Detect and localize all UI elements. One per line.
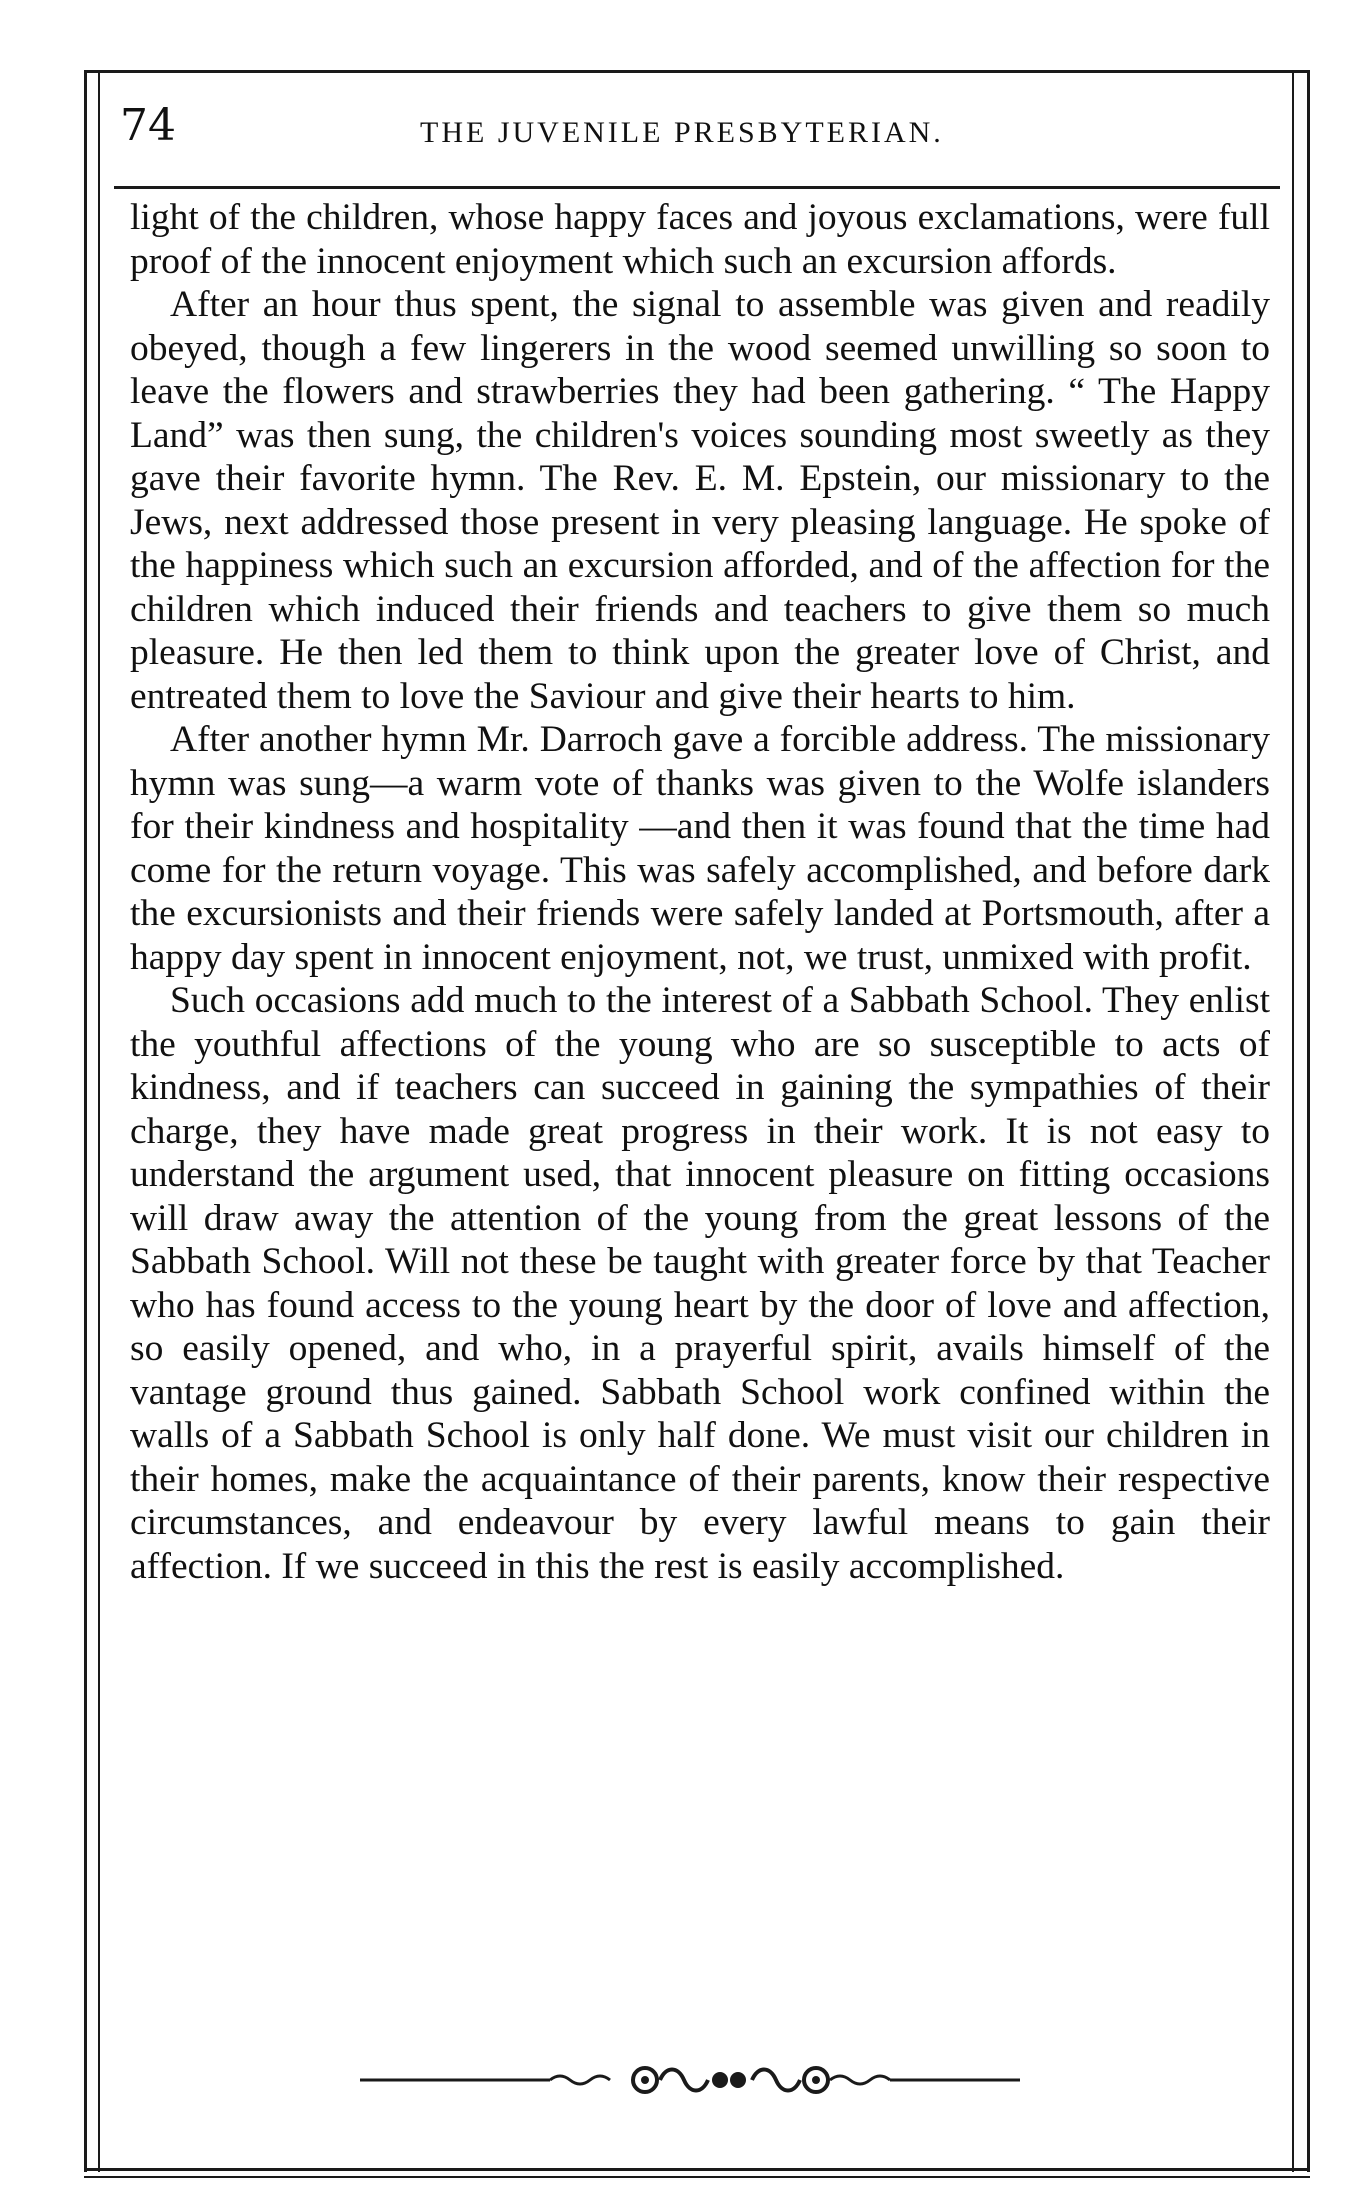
frame-bottom-rule — [84, 2168, 1310, 2171]
header-rule — [114, 186, 1280, 189]
page-header — [120, 100, 1270, 170]
paragraph: light of the children, whose happy faces and joyous exclamations, were full proof of the innocent enjoyment which such an excursion affords. — [130, 197, 1270, 282]
paragraph: Such occasions add much to the interest of a Sabbath School. They enlist the youthful affections of the young who are so susceptible to acts of kindness, and if teachers can succeed in gaining the sympathies of their charge, they have made great progress in their work. It is not easy to understand the argument used, that innocent pleasure on fitting occasions will draw away the attention of the young from the great lessons of the Sabbath School. Will not these be taught with greater force by that Teacher who has found access to the young heart by the door of love and affection, so easily opened, and who, in a prayerful spirit, avails himself of the vantage ground thus gained. Sabbath School work confined within the walls of a Sabbath School is only half done. We must visit our children in their homes, make the acquaintance of their parents, know their respective circumstances, and endeavour by every lawful means to gain their affection. If we succeed in this the rest is easily accomplished. — [130, 980, 1270, 1587]
running-head: THE JUVENILE PRESBYTERIAN. — [420, 116, 944, 149]
article-body — [130, 196, 1270, 1588]
paragraph: After another hymn Mr. Darroch gave a forcible address. The missionary hymn was sung—a warm vote of thanks was given to the Wolfe islanders for their kindness and hospitality —and then it was found that the time had come for the return voyage. This was safely accomplished, and before dark the excursionists and their friends were safely landed at Portsmouth, after a happy day spent in innocent enjoyment, not, we trust, unmixed with profit. — [130, 719, 1270, 978]
paragraph: After an hour thus spent, the signal to assemble was given and readily obeyed, though a few lingerers in the wood seemed unwilling so soon to leave the flowers and strawberries they had been gathering. “ The Happy Land” was then sung, the children's voices sounding most sweetly as they gave their favorite hymn. The Rev. E. M. Epstein, our missionary to the Jews, next addressed those present in very pleasing language. He spoke of the happiness which such an excursion afforded, and of the affection for the children which induced their friends and teachers to give them so much pleasure. He then led them to think upon the greater love of Christ, and entreated them to love the Saviour and give their hearts to him. — [130, 284, 1270, 717]
ornament-flourish-icon — [360, 2060, 1020, 2100]
frame-bottom-rule-2 — [84, 2176, 1310, 2178]
page-number: 74 — [120, 100, 176, 151]
decorative-ornament — [360, 2060, 1020, 2100]
